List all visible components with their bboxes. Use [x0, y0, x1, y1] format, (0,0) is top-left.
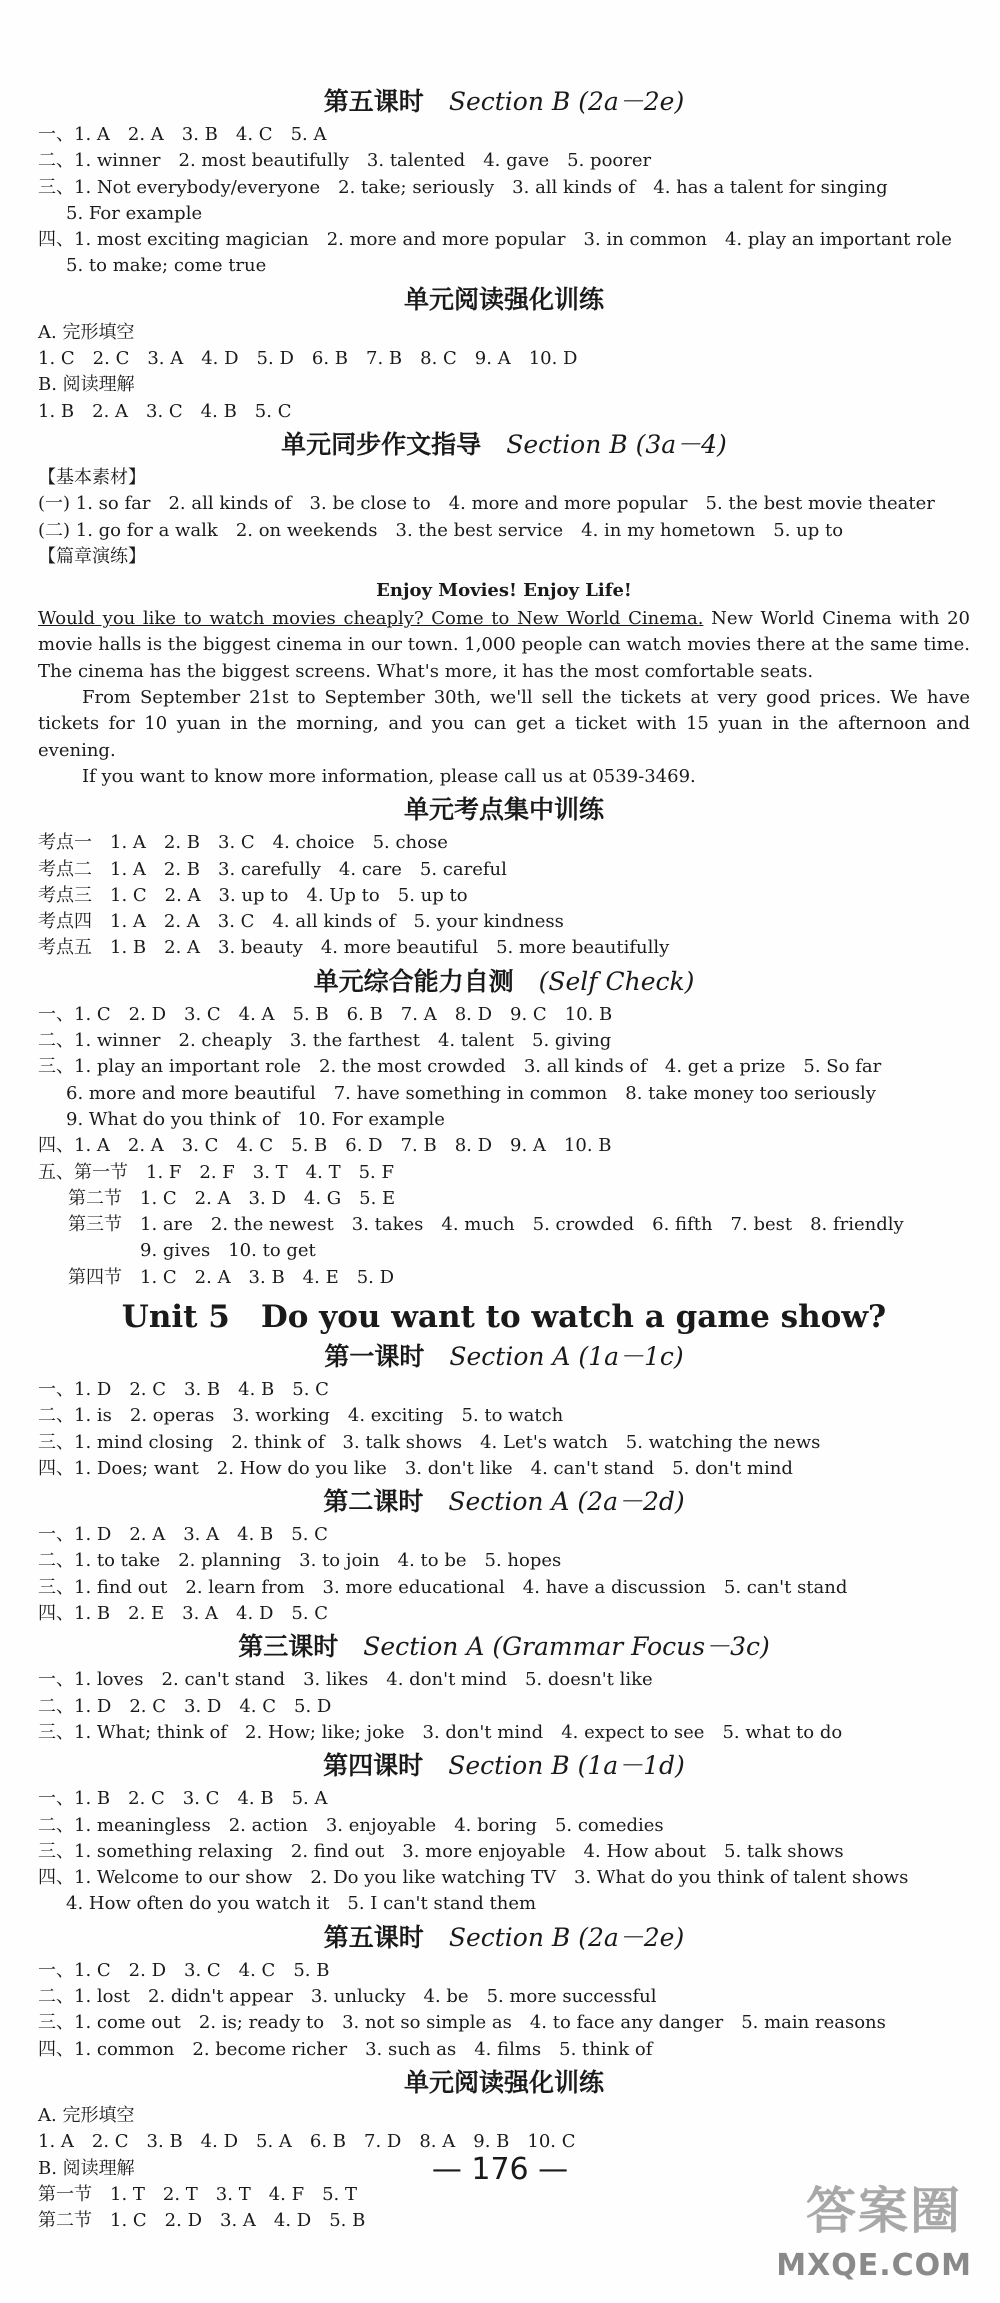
section-heading [38, 2067, 970, 2099]
answer-line: 一、1. C 2. D 3. C 4. C 5. B [38, 1959, 330, 1981]
heading-title: 单元阅读强化训练 [403, 284, 604, 314]
answer-line: 5. For example [66, 202, 203, 224]
answer-line: 9. What do you think of 10. For example [66, 1108, 445, 1130]
answer-line: 9. gives 10. to get [68, 1240, 316, 1262]
page-number: — 176 — [431, 2152, 569, 2187]
answer-line: 四、1. Welcome to our show 2. Do you like watching TV 3. What do you think of talent shows [38, 1867, 909, 1889]
section-heading [38, 966, 970, 998]
answer-line: 四、1. most exciting magician 2. more and more popular 3. in common 4. play an important role [38, 229, 952, 251]
heading-section: Section B (2a－2e) [448, 1922, 685, 1952]
answer-line: B. 阅读理解 [38, 2157, 135, 2179]
essay-paragraph: If you want to know more information, please call us at 0539-3469. [82, 765, 696, 787]
unit-title: Unit 5 Do you want to watch a game show? [121, 1298, 887, 1335]
answer-line: 第四节 1. C 2. A 3. B 4. E 5. D [68, 1266, 395, 1288]
answer-page [38, 82, 970, 2234]
answer-line: A. 完形填空 [38, 321, 135, 343]
heading-title: 单元同步作文指导 [281, 429, 482, 459]
answer-line: 6. more and more beautiful 7. have something in common 8. take money too seriously [66, 1082, 876, 1104]
answer-line: (一) 1. so far 2. all kinds of 3. be close to 4. more and more popular 5. the best movie theater [38, 493, 935, 515]
answer-line: 【篇章演练】 [38, 545, 146, 567]
answer-line: 三、1. come out 2. is; ready to 3. not so simple as 4. to face any danger 5. main reasons [38, 2012, 886, 2034]
section-heading [38, 794, 970, 826]
answer-line: 二、1. to take 2. planning 3. to join 4. to be 5. hopes [38, 1550, 562, 1572]
answer-line: 三、1. Not everybody/everyone 2. take; seriously 3. all kinds of 4. has a talent for singing [38, 176, 888, 198]
answer-line: 4. How often do you watch it 5. I can't stand them [66, 1893, 537, 1915]
answer-line: 二、1. lost 2. didn't appear 3. unlucky 4. be 5. more successful [38, 1986, 657, 2008]
section-heading [38, 1341, 970, 1373]
heading-title: 第二课时 [323, 1487, 424, 1517]
answer-line: 考点三 1. C 2. A 3. up to 4. Up to 5. up to [38, 884, 468, 906]
answer-line: 1. A 2. C 3. B 4. D 5. A 6. B 7. D 8. A 9. B 10. C [38, 2131, 576, 2153]
answer-line: 一、1. loves 2. can't stand 3. likes 4. don't mind 5. doesn't like [38, 1669, 653, 1691]
heading-title: 第一课时 [324, 1341, 425, 1371]
answer-line: 三、1. something relaxing 2. find out 3. more enjoyable 4. How about 5. talk shows [38, 1840, 844, 1862]
heading-title: 第五课时 [323, 1922, 424, 1952]
paragraph-text: New World Cinema with 20 movie halls is the biggest cinema in our town. 1,000 people can watch movies there at the same time. The cinema has the biggest screens. What's more, it has the most comfortable seats. [38, 608, 970, 682]
answer-line: 一、1. A 2. A 3. B 4. C 5. A [38, 124, 327, 145]
section-heading [38, 1922, 970, 1954]
answer-line: 第二节 1. C 2. A 3. D 4. G 5. E [68, 1187, 396, 1209]
heading-title: 第三课时 [238, 1632, 339, 1662]
answer-line: 一、1. D 2. C 3. B 4. B 5. C [38, 1378, 329, 1400]
answer-line: 二、1. winner 2. most beautifully 3. talented 4. gave 5. poorer [38, 150, 652, 172]
heading-title: 单元综合能力自测 [313, 966, 514, 996]
answer-line: 考点五 1. B 2. A 3. beauty 4. more beautiful 5. more beautifully [38, 937, 670, 959]
answer-line: 一、1. C 2. D 3. C 4. A 5. B 6. B 7. A 8. D 9. C 10. B [38, 1003, 613, 1025]
answer-line: 四、1. common 2. become richer 3. such as 4. films 5. think of [38, 2038, 653, 2060]
heading-section: Section A (1a－1c) [449, 1341, 684, 1371]
answer-line: 三、1. What; think of 2. How; like; joke 3. don't mind 4. expect to see 5. what to do [38, 1721, 843, 1743]
watermark-logo [752, 2165, 972, 2283]
watermark-chinese: 答案圈 [806, 2182, 962, 2240]
heading-section: (Self Check) [538, 966, 695, 996]
essay-paragraph [38, 606, 970, 685]
answer-line: 四、1. Does; want 2. How do you like 3. don't like 4. can't stand 5. don't mind [38, 1457, 793, 1479]
answer-line: 三、1. play an important role 2. the most crowded 3. all kinds of 4. get a prize 5. So far [38, 1056, 882, 1078]
answer-line: 1. C 2. C 3. A 4. D 5. D 6. B 7. B 8. C 9. A 10. D [38, 348, 578, 370]
section-heading [38, 86, 970, 118]
heading-section: Section A (2a－2d) [448, 1487, 685, 1517]
answer-line: B. 阅读理解 [38, 374, 135, 396]
heading-section: Section B (3a－4) [506, 429, 727, 459]
section-heading [38, 284, 970, 316]
heading-section: Section B (2a－2e) [448, 87, 685, 116]
answer-line: (二) 1. go for a walk 2. on weekends 3. the best service 4. in my hometown 5. up to [38, 519, 844, 541]
answer-line: 【基本素材】 [38, 466, 146, 488]
essay-paragraph: From September 21st to September 30th, we'll sell the tickets at very good prices. We have tickets for 10 yuan in the morning, and you can get a ticket with 15 yuan in the afternoon and evening. [38, 687, 970, 761]
answer-line: 五、第一节 1. F 2. F 3. T 4. T 5. F [38, 1161, 394, 1183]
answer-line: 一、1. D 2. A 3. A 4. B 5. C [38, 1524, 328, 1546]
section-heading [38, 429, 970, 461]
answer-line: 5. to make; come true [66, 255, 267, 277]
answer-line: 考点四 1. A 2. A 3. C 4. all kinds of 5. your kindness [38, 911, 564, 933]
heading-title: 第五课时 [323, 87, 424, 116]
answer-line: 第三节 1. are 2. the newest 3. takes 4. much 5. crowded 6. fifth 7. best 8. friendly [68, 1214, 904, 1236]
answer-line: 考点二 1. A 2. B 3. carefully 4. care 5. careful [38, 858, 507, 880]
heading-title: 单元阅读强化训练 [403, 2067, 604, 2097]
answer-line: 二、1. meaningless 2. action 3. enjoyable 4. boring 5. comedies [38, 1814, 664, 1836]
answer-line: 二、1. D 2. C 3. D 4. C 5. D [38, 1695, 332, 1717]
answer-line: 一、1. B 2. C 3. C 4. B 5. A [38, 1788, 328, 1810]
heading-title: 单元考点集中训练 [403, 795, 604, 825]
answer-line: 四、1. A 2. A 3. C 4. C 5. B 6. D 7. B 8. D 9. A 10. B [38, 1135, 612, 1157]
answer-line: 三、1. find out 2. learn from 3. more educational 4. have a discussion 5. can't stand [38, 1576, 848, 1598]
underlined-sentence: Would you like to watch movies cheaply? Come to New World Cinema. [38, 608, 704, 630]
answer-line: 第一节 1. T 2. T 3. T 4. F 5. T [38, 2183, 357, 2205]
heading-title: 第四课时 [323, 1751, 424, 1781]
answer-line: 第二节 1. C 2. D 3. A 4. D 5. B [38, 2210, 366, 2232]
section-heading [38, 1750, 970, 1782]
answer-line: 二、1. is 2. operas 3. working 4. exciting 5. to watch [38, 1405, 564, 1427]
answer-line: 二、1. winner 2. cheaply 3. the farthest 4. talent 5. giving [38, 1030, 612, 1052]
heading-section: Section B (1a－1d) [448, 1751, 685, 1781]
answer-line: 三、1. mind closing 2. think of 3. talk shows 4. Let's watch 5. watching the news [38, 1431, 821, 1453]
answer-line: 考点一 1. A 2. B 3. C 4. choice 5. chose [38, 832, 448, 854]
answer-line: 1. B 2. A 3. C 4. B 5. C [38, 400, 292, 422]
section-heading [38, 1486, 970, 1518]
section-heading [38, 1631, 970, 1663]
answer-line: A. 完形填空 [38, 2104, 135, 2126]
watermark-url: MXQE.COM [776, 2248, 972, 2283]
essay-title: Enjoy Movies! Enjoy Life! [376, 580, 632, 602]
answer-line: 四、1. B 2. E 3. A 4. D 5. C [38, 1603, 329, 1625]
heading-section: Section A (Grammar Focus－3c) [363, 1632, 770, 1662]
